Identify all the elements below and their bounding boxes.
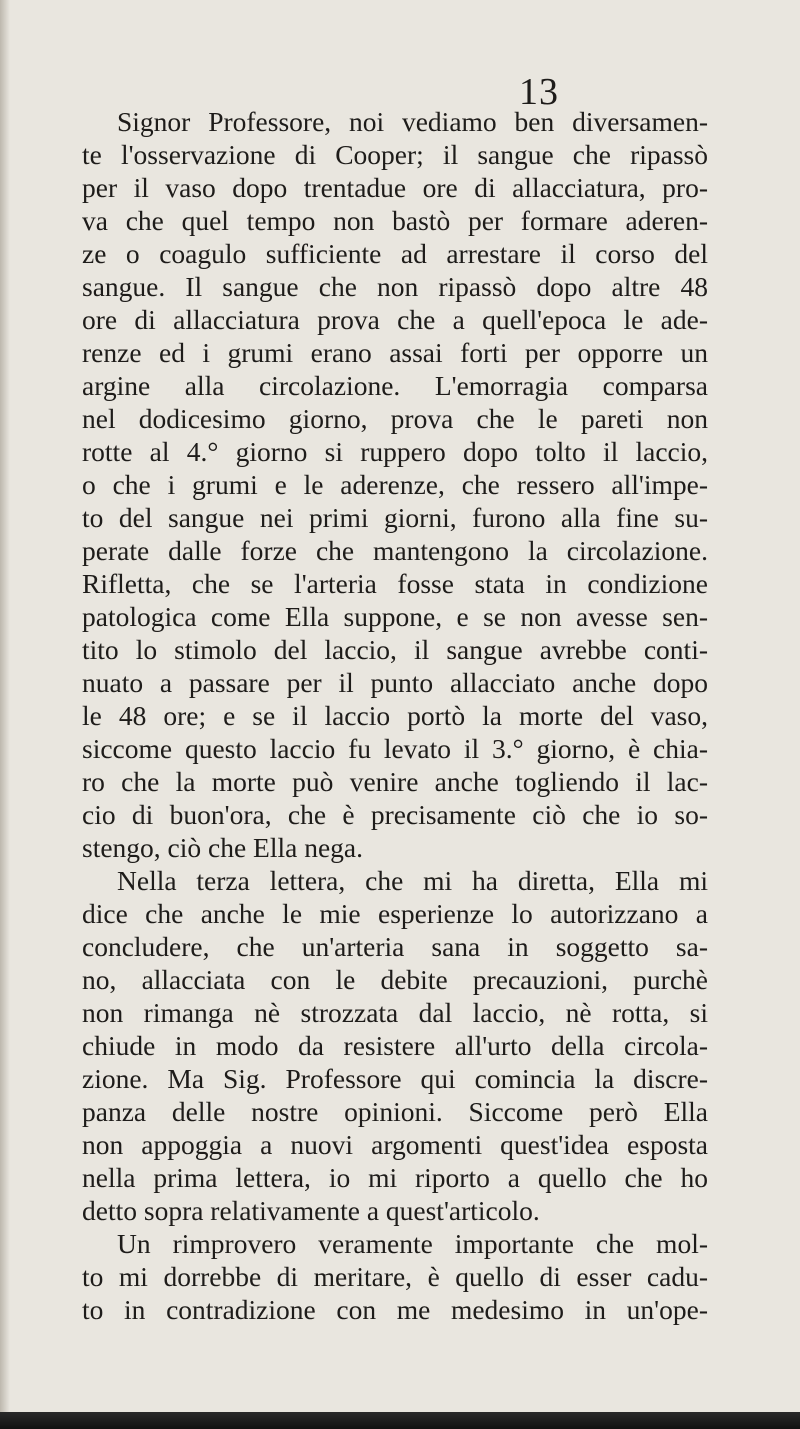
text-line: concludere, che un'arteria sana in soggetto sa- <box>82 931 708 962</box>
text-line: siccome questo laccio fu levato il 3.° giorno, è chia- <box>82 733 708 764</box>
text-line: perate dalle forze che mantengono la circolazione. <box>82 535 708 566</box>
text-line: argine alla circolazione. L'emorragia comparsa <box>82 370 708 401</box>
text-line: rotte al 4.° giorno si ruppero dopo tolto il laccio, <box>82 436 708 467</box>
page-binding-edge <box>0 0 10 1429</box>
text-line: o che i grumi e le aderenze, che ressero all'impe- <box>82 469 708 500</box>
text-line: ze o coagulo sufficiente ad arrestare il corso del <box>82 238 708 269</box>
text-line: to del sangue nei primi giorni, furono alla fine su- <box>82 502 708 533</box>
text-line: detto sopra relativamente a quest'articolo. <box>82 1195 540 1226</box>
text-line: Un rimprovero veramente importante che mol- <box>117 1228 708 1259</box>
text-line: nella prima lettera, io mi riporto a quello che ho <box>82 1162 708 1193</box>
text-line: Nella terza lettera, che mi ha diretta, Ella mi <box>117 865 708 896</box>
text-line: nuato a passare per il punto allacciato anche dopo <box>82 667 708 698</box>
text-line: zione. Ma Sig. Professore qui comincia la discre- <box>82 1063 708 1094</box>
text-line: to mi dorrebbe di meritare, è quello di esser cadu- <box>82 1261 708 1292</box>
text-line: panza delle nostre opinioni. Siccome però Ella <box>82 1096 708 1127</box>
text-line: non rimanga nè strozzata dal laccio, nè rotta, si <box>82 997 708 1028</box>
text-line: sangue. Il sangue che non ripassò dopo altre 48 <box>82 271 708 302</box>
text-line: ro che la morte può venire anche togliendo il lac- <box>82 766 708 797</box>
text-line: ore di allacciatura prova che a quell'epoca le ade- <box>82 304 708 335</box>
text-line: renze ed i grumi erano assai forti per opporre un <box>82 337 708 368</box>
text-line: te l'osservazione di Cooper; il sangue che ripassò <box>82 139 708 170</box>
text-line: va che quel tempo non bastò per formare aderen- <box>82 205 708 236</box>
text-line: Signor Professore, noi vediamo ben diversamen- <box>117 106 708 137</box>
text-line: cio di buon'ora, che è precisamente ciò che io so- <box>82 799 708 830</box>
text-line: patologica come Ella suppone, e se non avesse sen- <box>82 601 708 632</box>
text-line: no, allacciata con le debite precauzioni, purchè <box>82 964 708 995</box>
text-line: to in contradizione con me medesimo in un'ope- <box>82 1294 708 1325</box>
page-bottom-edge <box>0 1412 800 1429</box>
text-line: stengo, ciò che Ella nega. <box>82 832 364 863</box>
text-line: le 48 ore; e se il laccio portò la morte del vaso, <box>82 700 708 731</box>
page-number: 13 <box>519 71 559 113</box>
text-line: non appoggia a nuovi argomenti quest'idea esposta <box>82 1129 708 1160</box>
text-line: Rifletta, che se l'arteria fosse stata in condizione <box>82 568 708 599</box>
text-line: per il vaso dopo trentadue ore di allacciatura, pro- <box>82 172 708 203</box>
text-line: dice che anche le mie esperienze lo autorizzano a <box>82 898 708 929</box>
text-line: tito lo stimolo del laccio, il sangue avrebbe conti- <box>82 634 708 665</box>
text-line: chiude in modo da resistere all'urto della circola- <box>82 1030 708 1061</box>
text-line: nel dodicesimo giorno, prova che le pareti non <box>82 403 708 434</box>
